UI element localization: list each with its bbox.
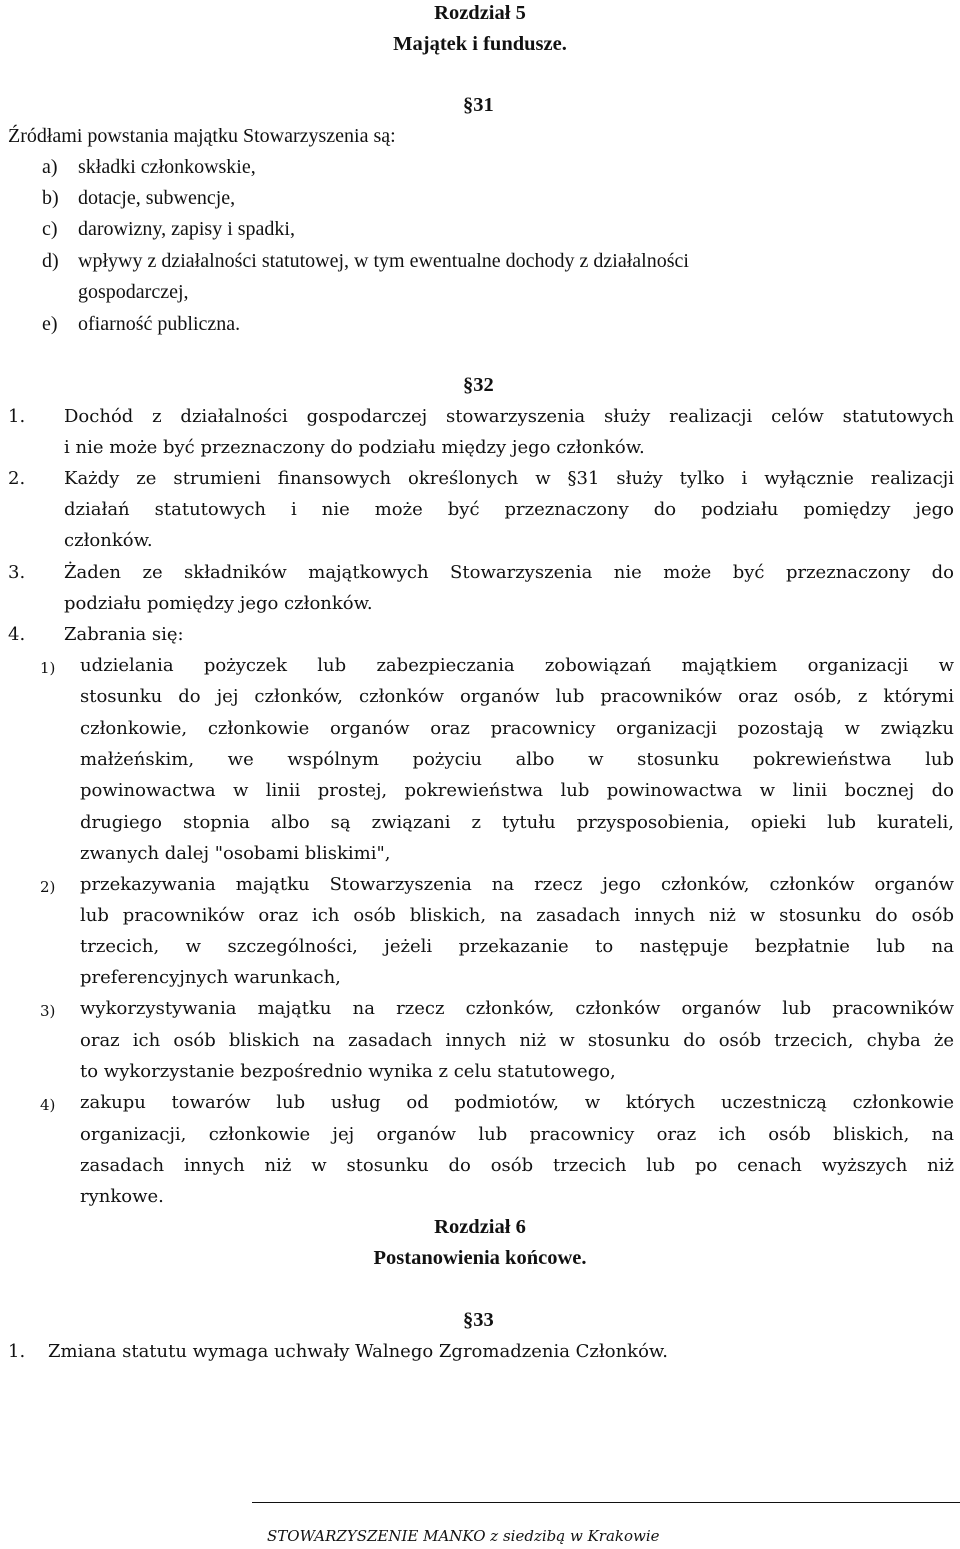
subitem-line: preferencyjnych warunkach, [80, 967, 341, 988]
subitem-line: powinowactwa w linii prostej, pokrewieństwa lub powinowactwa w linii bocznej do [80, 780, 954, 801]
chapter-subtitle: Postanowienia końcowe. [373, 1247, 587, 1269]
paragraph-line: Zabrania się: [64, 624, 184, 645]
subitem-number: 4) [40, 1096, 56, 1114]
subitem-number: 3) [40, 1002, 56, 1020]
subitem-line: zasadach innych niż w stosunku do osób trzecich lub po cenach wyższych niż [80, 1155, 954, 1176]
page-footer: STOWARZYSZENIE MANKO z siedzibą w Krakowie [267, 1527, 660, 1545]
list-item: składki członkowskie, [78, 156, 256, 178]
subitem-line: zakupu towarów lub usług od podmiotów, w których uczestniczą członkowie [80, 1092, 954, 1113]
list-item: dotacje, subwencje, [78, 187, 236, 209]
list-item: wpływy z działalności statutowej, w tym ewentualne dochody z działalności [78, 250, 689, 272]
subitem-line: przekazywania majątku Stowarzyszenia na rzecz jego członków, członków organów [80, 874, 954, 895]
paragraph-line: podziału pomiędzy jego członków. [64, 593, 373, 614]
subitem-line: to wykorzystanie bezpośrednio wynika z celu statutowego, [80, 1061, 616, 1082]
paragraph-number: 1. [8, 1341, 26, 1362]
list-item: darowizny, zapisy i spadki, [78, 218, 295, 240]
subitem-number: 1) [40, 659, 56, 677]
subitem-line: udzielania pożyczek lub zabezpieczania zobowiązań majątkiem organizacji w [80, 655, 954, 676]
chapter-title: Rozdział 6 [434, 1216, 526, 1238]
subitem-line: lub pracowników oraz ich osób bliskich, na zasadach innych niż w stosunku do osób [80, 905, 954, 926]
paragraph-number: 2. [8, 468, 26, 489]
list-marker: c) [42, 218, 58, 240]
paragraph-line: działań statutowych i nie może być przeznaczony do podziału pomiędzy jego [64, 499, 954, 520]
chapter-title: Rozdział 5 [434, 2, 526, 24]
list-marker: d) [42, 250, 59, 272]
paragraph-line: członków. [64, 530, 153, 551]
subitem-line: członkowie, członkowie organów oraz pracownicy organizacji pozostają w związku [80, 718, 954, 739]
subitem-number: 2) [40, 878, 56, 896]
paragraph-number: 1. [8, 406, 26, 427]
subitem-line: rynkowe. [80, 1186, 164, 1207]
footer-divider [252, 1502, 960, 1503]
list-marker: e) [42, 313, 58, 335]
list-item: ofiarność publiczna. [78, 313, 241, 335]
subitem-line: zwanych dalej "osobami bliskimi", [80, 843, 391, 864]
list-marker: a) [42, 156, 58, 178]
list-item-continuation: gospodarczej, [78, 281, 189, 303]
subitem-line: stosunku do jej członków, członków organów lub pracowników oraz osób, z którymi [80, 686, 954, 707]
list-marker: b) [42, 187, 59, 209]
paragraph-number: 3. [8, 562, 26, 583]
subitem-line: wykorzystywania majątku na rzecz członków, członków organów lub pracowników [80, 998, 954, 1019]
paragraph-line: i nie może być przeznaczony do podziału między jego członków. [64, 437, 645, 458]
subitem-line: oraz ich osób bliskich na zasadach innych niż w stosunku do osób trzecich, chyba że [80, 1030, 954, 1051]
paragraph-number: 4. [8, 624, 26, 645]
paragraph-line: Żaden ze składników majątkowych Stowarzyszenia nie może być przeznaczony do [64, 562, 954, 583]
paragraph-line: Dochód z działalności gospodarczej stowarzyszenia służy realizacji celów statutowych [64, 406, 954, 427]
chapter-subtitle: Majątek i fundusze. [393, 33, 567, 55]
subitem-line: małżeńskim, we wspólnym pożyciu albo w stosunku pokrewieństwa lub [80, 749, 954, 770]
section-heading: §32 [463, 374, 494, 396]
subitem-line: drugiego stopnia albo są związani z tytułu przysposobienia, opieki lub kurateli, [80, 812, 954, 833]
subitem-line: trzecich, w szczególności, jeżeli przekazanie to następuje bezpłatnie lub na [80, 936, 954, 957]
subitem-line: organizacji, członkowie jej organów lub pracownicy oraz ich osób bliskich, na [80, 1124, 954, 1145]
section-heading: §33 [463, 1309, 494, 1331]
section-heading: §31 [463, 94, 494, 116]
paragraph-line: Zmiana statutu wymaga uchwały Walnego Zgromadzenia Członków. [48, 1341, 668, 1362]
section-intro: Źródłami powstania majątku Stowarzyszenia są: [8, 125, 396, 147]
paragraph-line: Każdy ze strumieni finansowych określonych w §31 służy tylko i wyłącznie realizacji [64, 468, 954, 489]
